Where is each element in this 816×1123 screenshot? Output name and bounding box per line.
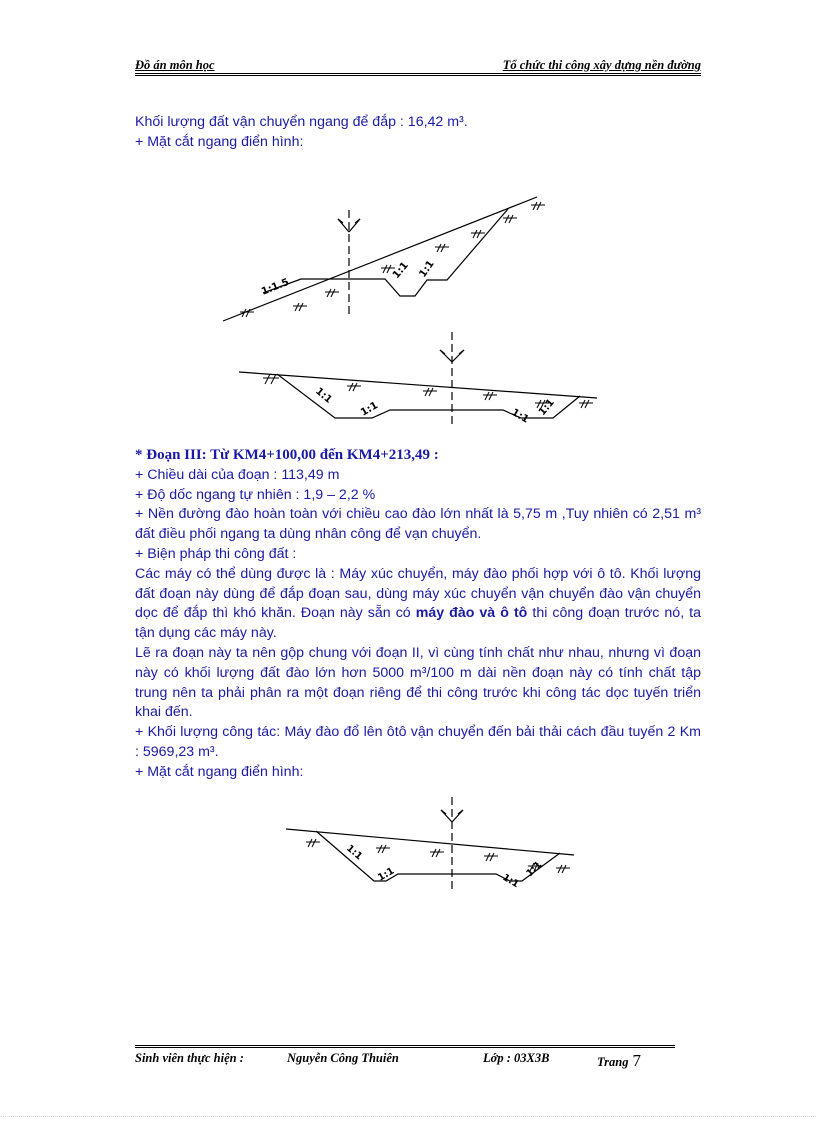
slope-label-ditch-left: 1:1 xyxy=(376,865,397,884)
road-profile xyxy=(263,209,508,296)
student-name: Nguyễn Công Thuiên xyxy=(287,1051,399,1065)
slope-label-fill: 1:1.5 xyxy=(260,276,291,298)
footer-rule xyxy=(135,1045,675,1046)
footer-rule-2 xyxy=(135,1047,675,1048)
embankment-note: + Nền đường đào hoàn toàn với chiều cao đào lớn nhất là 5,75 m ,Tuy nhiên có 2,51 m³ đất điều phối ngang ta dùng nhân công để vạn chuyển. xyxy=(135,506,701,543)
cross-section-label-2: + Mặt cắt ngang điển hình: xyxy=(135,763,304,780)
cross-section-figure-2 xyxy=(235,330,605,430)
slope-label-ditch-left: 1:1 xyxy=(359,400,381,419)
section-3-heading: * Đoạn III: Từ KM4+100,00 đến KM4+213,49 : xyxy=(135,447,439,463)
top-text-block xyxy=(135,113,701,153)
header-topic: Tổ chức thi công xây dựng nền đường xyxy=(502,58,701,72)
slope-label-left: 1:1 xyxy=(344,842,365,863)
method-paragraph-2: Lẽ ra đoạn này ta nên gộp chung với đoạn II, vì cùng tính chất như nhau, nhưng vì đoạn này có khối lượng đất đào lớn hơn 5000 m³/100 m dài nền đoạn này có tính chất tập trung nên ta phải phân ra một đoạn riêng để thi công trước khi công tác dọc tuyến triển khai đến. xyxy=(135,644,701,721)
page-bottom-divider xyxy=(0,1116,816,1117)
natural-slope: + Độ dốc ngang tự nhiên : 1,9 – 2,2 % xyxy=(135,486,376,503)
header-rule-2 xyxy=(135,75,701,76)
ground-line xyxy=(239,372,597,398)
section-3 xyxy=(135,446,701,783)
header-course: Đồ án môn học xyxy=(135,58,215,72)
transport-volume-line: Khối lượng đất vận chuyển ngang để đắp : 16,42 m³. xyxy=(135,114,468,130)
equipment-highlight: máy đào và ô tô xyxy=(415,605,528,622)
page-indicator: Trang 7 xyxy=(597,1051,641,1070)
slope-label-right: 1:1 xyxy=(524,859,545,880)
method-paragraph-1: Các máy có thể dùng được là : Máy xúc chuyển, máy đào phối hợp với ô tô. Khối lượng đất đoạn này dùng để đắp đoạn sau, dùng máy xúc chuyển vận chuyển đào vận chuyển dọc để đắp thì khó khăn. Đoạn này sẵn có máy đào và ô tô thi công đoạn trước nó, ta tận dụng các máy này. xyxy=(135,565,702,642)
slope-label-left: 1:1 xyxy=(313,385,334,406)
cross-section-figure-3 xyxy=(280,795,580,895)
work-volume: + Khối lượng công tác: Máy đào đổ lên ôtô vận chuyển đến bải thải cách đầu tuyến 2 Km : 5969,23 m³. xyxy=(135,724,701,760)
slope-label-right: 1:1 xyxy=(536,397,557,418)
slope-label-ditch-right: 1:1 xyxy=(509,407,531,426)
page-number: 7 xyxy=(632,1051,641,1070)
cross-section-label-1: + Mặt cắt ngang điển hình: xyxy=(135,133,304,150)
student-label: Sinh viên thực hiện : xyxy=(135,1051,244,1065)
slope-label-cut-a: 1:1 xyxy=(390,260,411,281)
slope-label-ditch-right: 1:1 xyxy=(500,872,521,891)
page-header xyxy=(135,56,701,76)
ground-line xyxy=(223,197,537,321)
cross-section-figure-1 xyxy=(215,185,560,330)
method-title: + Biện pháp thi công đất : xyxy=(135,545,297,562)
slope-label-cut-b: 1:1 xyxy=(417,258,437,280)
section-length: + Chiều dài của đoạn : 113,49 m xyxy=(135,466,340,483)
class-label: Lớp : 03X3B xyxy=(483,1051,550,1065)
header-rule xyxy=(135,73,701,74)
